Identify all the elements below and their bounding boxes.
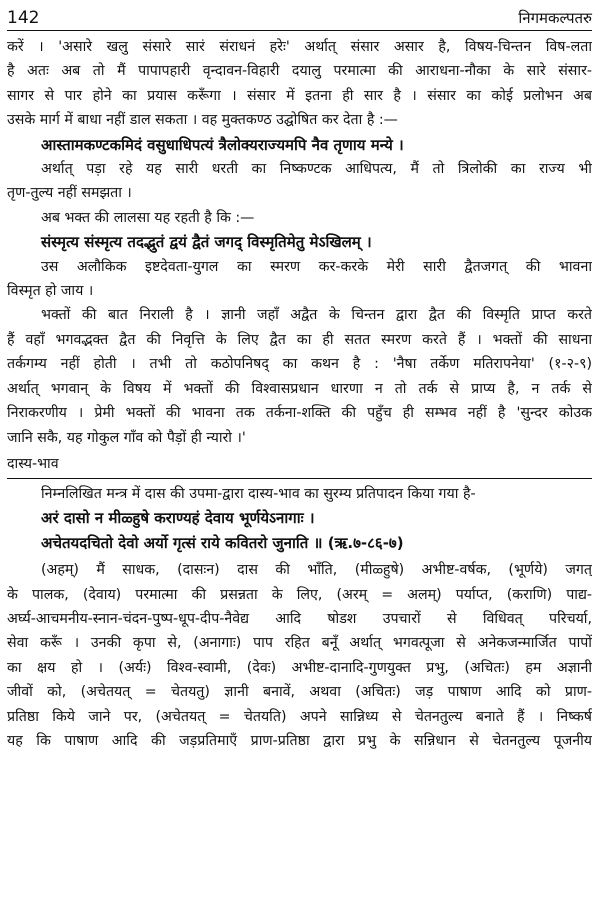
- text-line: (अहम्) मैं साधक, (दासःन) दास की भाँति, (मीळ्हुषे) अभीष्ट-वर्षक, (भूर्णये) जगत्: [41, 562, 592, 579]
- page-number: 142: [7, 8, 40, 28]
- section-heading: दास्य-भाव: [7, 455, 59, 472]
- paragraph-4: [7, 255, 592, 304]
- verse-1: आस्तामकण्टकमिदं वसुधाधिपत्यं त्रैलोक्यराज्यमपि नैव तृणाय मन्ये ।: [41, 135, 404, 154]
- text-line: का क्षय हो । (अर्यः) विश्व-स्वामी, (देवः) अभीष्ट-दानादि-गुणयुक्त प्रभु, (अचितः) हम अज्ञानी: [7, 659, 592, 676]
- text-line: सागर से पार होने का प्रयास करूँगा । संसार में इतना ही सार है । संसार का कोई प्रलोभन अब: [7, 87, 592, 104]
- page-header: [7, 2, 592, 28]
- verse-2: संस्मृत्य संस्मृत्य तदद्भुतं द्वयं द्वैतं जगद् विस्मृतिमेतु मेऽखिलम् ।: [41, 233, 372, 252]
- text-line: अर्घ्य-आचमनीय-स्नान-चंदन-पुष्प-धूप-दीप-नैवेद्य आदि षोडश उपचारों से विधिवत् परिचर्या,: [7, 610, 592, 627]
- text-line: विस्मृत हो जाय ।: [7, 283, 94, 300]
- text-line: है अतः अब तो मैं पापापहारी वृन्दावन-विहारी दयालु परमात्मा की आराधना-नौका के सारे संसार-: [7, 63, 592, 80]
- text-line: तर्कगम्य नहीं होती । तभी तो कठोपनिषद् का कथन है : 'नैषा तर्केण मतिरापनेया' (१-२-९): [7, 356, 592, 373]
- text-line: भक्तों की बात निराली है । ज्ञानी जहाँ अद्वैत के चिन्तन द्वारा द्वैत की विस्मृति प्राप्त करते: [41, 307, 592, 324]
- running-title: निगमकल्पतरु: [518, 9, 592, 27]
- text-line: के पालक, (देवाय) परमात्मा की प्रसन्नता के लिए, (अरम् = अलम्) पर्याप्त, (कराणि) पाद्य-: [7, 586, 592, 603]
- mantra-line: अरं दासो न मीळ्हुषे कराण्यहं देवाय भूर्णयेऽनागाः ।: [41, 509, 315, 528]
- text-line: उस अलौकिक इष्टदेवता-युगल का स्मरण कर-करके मेरी सारी द्वैतजगत् की भावना: [41, 258, 592, 275]
- mantra: [7, 506, 592, 555]
- paragraph-2: [7, 157, 592, 206]
- text-line: यह कि पाषाण आदि की जड़प्रतिमाएँ प्राण-प्रतिष्ठा द्वारा प्रभु के सन्निधान से चेतनतुल्य पूजनीय: [7, 732, 592, 749]
- text-line: निराकरणीय । प्रेमी भक्तों की भावना तक तर्कना-शक्ति की पहुँच ही सम्भव नहीं है 'सुन्दर कोउक: [7, 405, 592, 422]
- text-line: जानि सकै, यह गोकुल गाँव को पैड़ों ही न्यारो ।': [7, 429, 246, 446]
- text-line: जीवों को, (अचेतयत् = चेतयतु) ज्ञानी बनावें, अथवा (अचितः) जड़ पाषाण आदि को प्राण-: [7, 684, 592, 701]
- text-line: अर्थात् पड़ा रहे यह सारी धरती का निष्कण्टक आधिपत्य, मैं तो त्रिलोकी का राज्य भी: [41, 161, 592, 178]
- text-line: तृण-तुल्य नहीं समझता ।: [7, 185, 132, 202]
- paragraph-7: [7, 558, 592, 753]
- text-line: हैं वहाँ भगवद्भक्त द्वैत की निवृत्ति के लिए द्वैत का ही सतत स्मरण करते हैं । भक्तों की साधना: [7, 331, 592, 348]
- paragraph-5: [7, 303, 592, 449]
- section-rule: [7, 478, 592, 479]
- text-line: अर्थात् भगवान् के विषय में भक्तों की विश्वासप्रधान धारणा न तो तर्क से प्राप्य है, न तर्क से: [7, 380, 592, 397]
- paragraph-3: अब भक्त की लालसा यह रहती है कि :—: [41, 209, 255, 226]
- text-line: उसके मार्ग में बाधा नहीं डाल सकता । वह मुक्तकण्ठ उद्घोषित कर देता है :—: [7, 112, 398, 129]
- paragraph-1: [7, 35, 592, 133]
- header-rule: [7, 30, 592, 31]
- mantra-line: अचेतयदचितो देवो अर्यो गृत्सं राये कवितरो जुनाति ॥ (ऋ.७-८६-७): [41, 533, 404, 552]
- paragraph-6: निम्नलिखित मन्त्र में दास की उपमा-द्वारा दास्य-भाव का सुरम्य प्रतिपादन किया गया है-: [41, 485, 476, 502]
- text-line: सेवा करूँ । उनकी कृपा से, (अनागाः) पाप रहित बनूँ अर्थात् भगवत्पूजा से अनेकजन्मार्जित पापों: [7, 635, 592, 652]
- text-line: प्रतिष्ठा किये जाने पर, (अचेतयत् = चेतयति) अपने सान्निध्य से चेतनतुल्य बनाते हैं । निष्कर्ष: [7, 708, 592, 725]
- text-line: करें । 'असारे खलु संसारे सारं संराधनं हरेः' अर्थात् संसार असार है, विषय-चिन्तन विष-लता: [7, 39, 592, 55]
